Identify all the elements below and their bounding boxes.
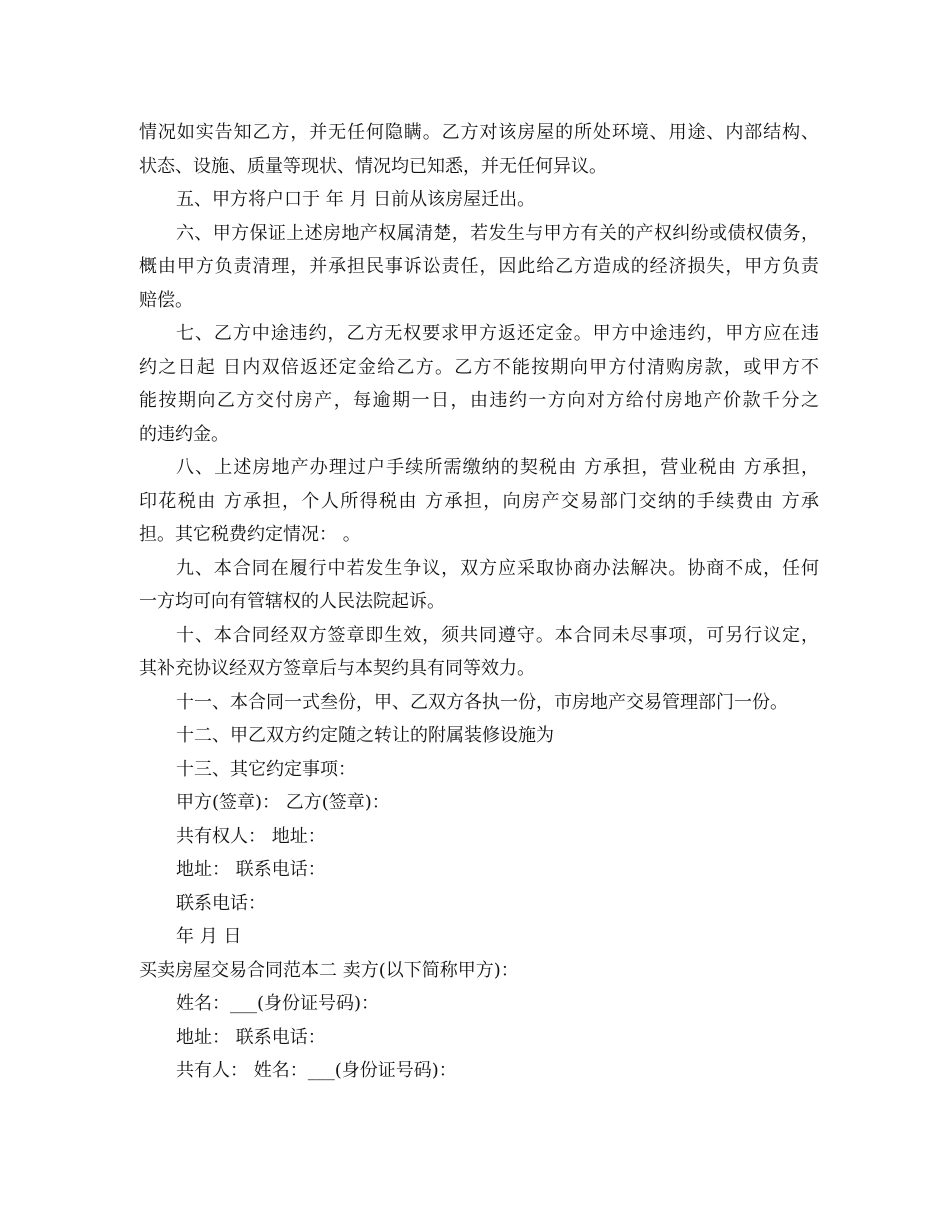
clause-eight-line: 印花税由 方承担，个人所得税由 方承担，向房产交易部门交纳的手续费由 方承 — [139, 490, 819, 512]
clause-six-line: 赔偿。 — [139, 289, 193, 311]
clause-six-line: 概由甲方负责清理，并承担民事诉讼责任，因此给乙方造成的经济损失，甲方负责 — [139, 256, 819, 277]
co-owner-address-line: 共有权人： 地址： — [176, 825, 326, 847]
clause-seven-line: 约之日起 日内双倍返还定金给乙方。乙方不能按期向甲方付清购房款，或甲方不 — [139, 356, 819, 378]
co-owner-name-line: 共有人： 姓名：___(身份证号码)： — [176, 1060, 457, 1081]
clause-ten-line: 其补充协议经双方签章后与本契约具有同等效力。 — [139, 658, 535, 679]
clause-eleven: 十一、本合同一式叁份，甲、乙双方各执一份，市房地产交易管理部门一份。 — [176, 691, 788, 713]
clause-five: 五、甲方将户口于 年 月 日前从该房屋迁出。 — [176, 189, 536, 210]
clause-thirteen: 十三、其它约定事项： — [176, 758, 356, 780]
signature-line: 甲方(签章)： 乙方(签章)： — [176, 792, 390, 813]
contract-two-heading: 买卖房屋交易合同范本二 卖方(以下简称甲方)： — [139, 959, 519, 981]
seller-name-line: 姓名：___(身份证号码)： — [176, 993, 380, 1014]
clause-ten-line: 十、本合同经双方签章即生效，须共同遵守。本合同未尽事项，可另行议定， — [176, 624, 819, 646]
paragraph-line: 情况如实告知乙方，并无任何隐瞒。乙方对该房屋的所处环境、用途、内部结构、 — [139, 122, 819, 143]
clause-seven-line: 能按期向乙方交付房产，每逾期一日，由违约一方向对方给付房地产价款千分之 — [139, 390, 819, 411]
date-line: 年 月 日 — [176, 926, 242, 947]
paragraph-line: 状态、设施、质量等现状、情况均已知悉，并无任何异议。 — [139, 155, 607, 177]
contract-body — [139, 116, 819, 1088]
clause-seven-line: 七、乙方中途违约，乙方无权要求甲方返还定金。甲方中途违约，甲方应在违 — [176, 323, 819, 344]
clause-eight-line: 担。其它税费约定情况： 。 — [139, 524, 361, 545]
clause-nine-line: 一方均可向有管辖权的人民法院起诉。 — [139, 591, 445, 612]
clause-seven-line: 的违约金。 — [139, 423, 229, 445]
clause-nine-line: 九、本合同在履行中若发生争议，双方应采取协商办法解决。协商不成，任何 — [176, 557, 819, 579]
clause-six-line: 六、甲方保证上述房地产权属清楚，若发生与甲方有关的产权纠纷或债权债务， — [176, 222, 819, 244]
phone-line: 联系电话： — [176, 892, 266, 914]
clause-twelve: 十二、甲乙双方约定随之转让的附属装修设施为 — [176, 725, 554, 746]
address-phone-line: 地址： 联系电话： — [176, 859, 326, 880]
clause-eight-line: 八、上述房地产办理过户手续所需缴纳的契税由 方承担，营业税由 方承担， — [176, 457, 819, 478]
seller-address-line: 地址： 联系电话： — [176, 1026, 326, 1048]
